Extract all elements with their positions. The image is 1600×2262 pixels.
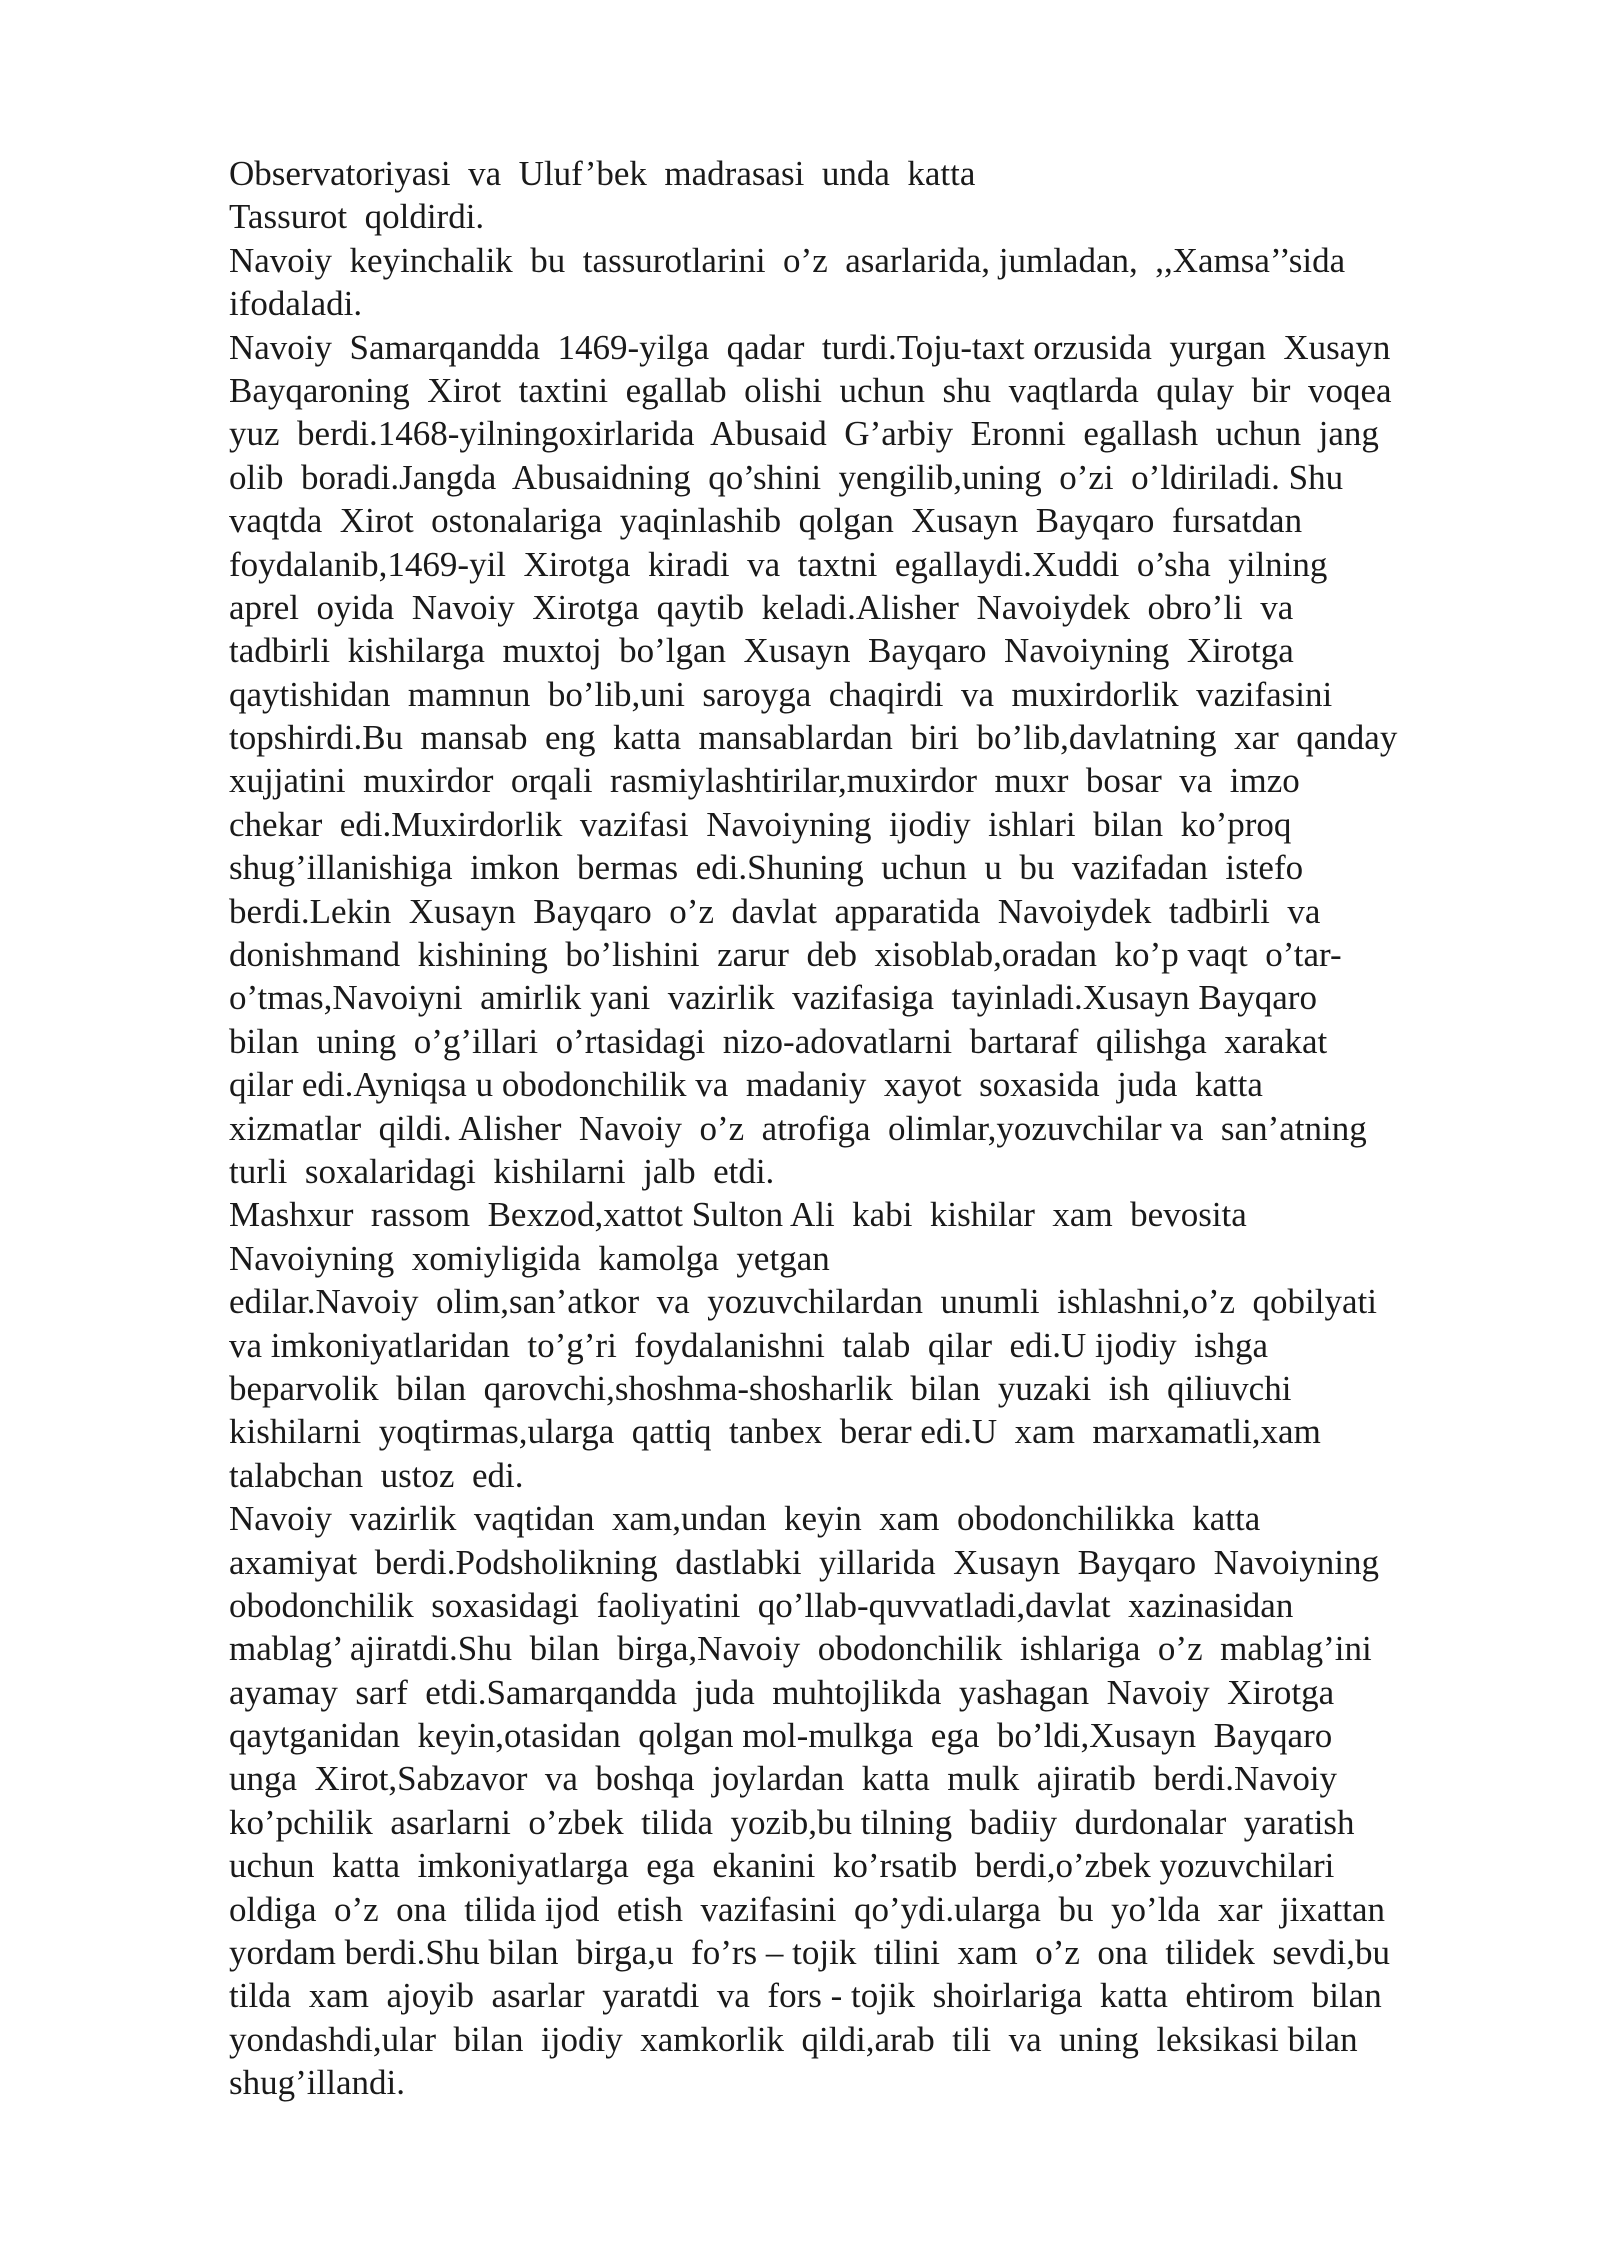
text-line: Navoiy keyinchalik bu tassurotlarini o’z asarlarida, jumladan, ,,Xamsa’’sida bbox=[229, 240, 1346, 280]
text-line: obodonchilik soxasidagi faoliyatini qo’llab-quvvatladi,davlat xazinasidan bbox=[229, 1585, 1294, 1625]
text-line: beparvolik bilan qarovchi,shoshma-shosharlik bilan yuzaki ish qiliuvchi bbox=[229, 1368, 1292, 1408]
text-line: yondashdi,ular bilan ijodiy xamkorlik qildi,arab tili va uning leksikasi bilan bbox=[229, 2019, 1358, 2059]
document-body bbox=[229, 152, 1529, 2148]
text-line: tadbirli kishilarga muxtoj bo’lgan Xusayn Bayqaro Navoiyning Xirotga bbox=[229, 631, 1294, 671]
text-line: ayamay sarf etdi.Samarqandda juda muhtojlikda yashagan Navoiy Xirotga bbox=[229, 1672, 1335, 1712]
text-line: tilda xam ajoyib asarlar yaratdi va fors - tojik shoirlariga katta ehtirom bilan bbox=[229, 1976, 1382, 2016]
text-line: turli soxalaridagi kishilarni jalb etdi. bbox=[229, 1151, 775, 1191]
text-line: qilar edi.Ayniqsa u obodonchilik va madaniy xayot soxasida juda katta bbox=[229, 1065, 1263, 1105]
text-line: unga Xirot,Sabzavor va boshqa joylardan katta mulk ajiratib berdi.Navoiy bbox=[229, 1759, 1338, 1799]
text-line: Navoiy vazirlik vaqtidan xam,undan keyin xam obodonchilikka katta bbox=[229, 1499, 1261, 1539]
text-line: xujjatini muxirdor orqali rasmiylashtirilar,muxirdor muxr bosar va imzo bbox=[229, 761, 1300, 801]
text-line: donishmand kishining bo’lishini zarur deb xisoblab,oradan ko’p vaqt o’tar- bbox=[229, 935, 1342, 975]
text-line: Navoiyning xomiyligida kamolga yetgan bbox=[229, 1238, 830, 1278]
text-line: Bayqaroning Xirot taxtini egallab olishi uchun shu vaqtlarda qulay bir voqea bbox=[229, 370, 1392, 410]
text-line: xizmatlar qildi. Alisher Navoiy o’z atrofiga olimlar,yozuvchilar va san’atning bbox=[229, 1108, 1367, 1148]
text-line: berdi.Lekin Xusayn Bayqaro o’z davlat apparatida Navoiydek tadbirli va bbox=[229, 891, 1321, 931]
text-line: olib boradi.Jangda Abusaidning qo’shini yengilib,uning o’zi o’ldiriladi. Shu bbox=[229, 457, 1344, 497]
text-line: va imkoniyatlaridan to’g’ri foydalanishni talab qilar edi.U ijodiy ishga bbox=[229, 1325, 1269, 1365]
text-line: Observatoriyasi va Uluf’bek madrasasi unda katta bbox=[229, 154, 976, 193]
text-line: topshirdi.Bu mansab eng katta mansablardan biri bo’lib,davlatning xar qanday bbox=[229, 718, 1398, 758]
text-line: oldiga o’z ona tilida ijod etish vazifasini qo’ydi.ularga bu yo’lda xar jixattan bbox=[229, 1889, 1386, 1929]
text-line bbox=[229, 2105, 1529, 2148]
text-line: edilar.Navoiy olim,san’atkor va yozuvchilardan unumli ishlashni,o’z qobilyati bbox=[229, 1282, 1377, 1322]
text-line: Tassurot qoldirdi. bbox=[229, 197, 485, 237]
text-line: axamiyat berdi.Podsholikning dastlabki yillarida Xusayn Bayqaro Navoiyning bbox=[229, 1542, 1379, 1582]
text-line: shug’illanishiga imkon bermas edi.Shuning uchun u bu vazifadan istefo bbox=[229, 848, 1304, 888]
text-line: qaytishidan mamnun bo’lib,uni saroyga chaqirdi va muxirdorlik vazifasini bbox=[229, 674, 1333, 714]
text-line: talabchan ustoz edi. bbox=[229, 1455, 524, 1495]
text-line: chekar edi.Muxirdorlik vazifasi Navoiyning ijodiy ishlari bilan ko’proq bbox=[229, 804, 1292, 844]
text-line: o’tmas,Navoiyni amirlik yani vazirlik vazifasiga tayinladi.Xusayn Bayqaro bbox=[229, 978, 1317, 1018]
text-line: yordam berdi.Shu bilan birga,u fo’rs – tojik tilini xam o’z ona tilidek sevdi,bu bbox=[229, 1933, 1390, 1973]
text-line: kishilarni yoqtirmas,ularga qattiq tanbex berar edi.U xam marxamatli,xam bbox=[229, 1412, 1321, 1452]
text-line: bilan uning o’g’illari o’rtasidagi nizo-adovatlarni bartaraf qilishga xarakat bbox=[229, 1021, 1328, 1061]
text-line: aprel oyida Navoiy Xirotga qaytib keladi.Alisher Navoiydek obro’li va bbox=[229, 587, 1294, 627]
text-line: ko’pchilik asarlarni o’zbek tilida yozib,bu tilning badiiy durdonalar yaratish bbox=[229, 1802, 1355, 1842]
text-line: Navoiy Samarqandda 1469-yilga qadar turdi.Toju-taxt orzusida yurgan Xusayn bbox=[229, 327, 1391, 367]
text-line: vaqtda Xirot ostonalariga yaqinlashib qolgan Xusayn Bayqaro fursatdan bbox=[229, 501, 1303, 541]
text-line: yuz berdi.1468-yilningoxirlarida Abusaid G’arbiy Eronni egallash uchun jang bbox=[229, 414, 1379, 454]
text-line: mablag’ ajiratdi.Shu bilan birga,Navoiy obodonchilik ishlariga o’z mablag’ini bbox=[229, 1629, 1372, 1669]
text-line: Mashxur rassom Bexzod,xattot Sulton Ali kabi kishilar xam bevosita bbox=[229, 1195, 1247, 1235]
text-line: qaytganidan keyin,otasidan qolgan mol-mulkga ega bo’ldi,Xusayn Bayqaro bbox=[229, 1716, 1333, 1756]
text-line: foydalanib,1469-yil Xirotga kiradi va taxtni egallaydi.Xuddi o’sha yilning bbox=[229, 544, 1328, 584]
text-line: shug’illandi. bbox=[229, 2063, 405, 2103]
text-line: uchun katta imkoniyatlarga ega ekanini ko’rsatib berdi,o’zbek yozuvchilari bbox=[229, 1846, 1335, 1886]
text-line: ifodaladi. bbox=[229, 284, 363, 324]
